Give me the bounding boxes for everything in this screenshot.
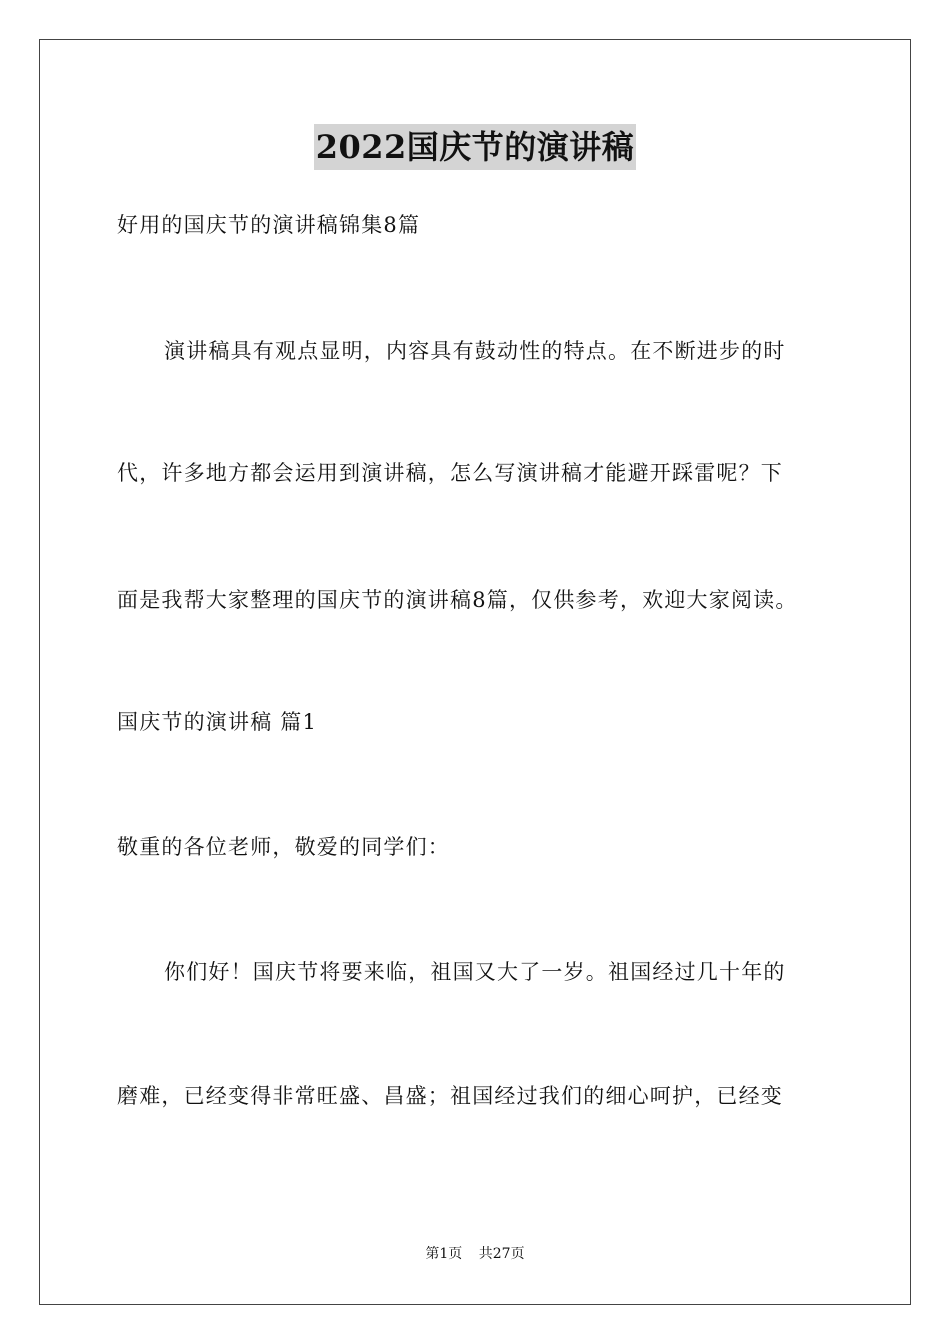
paragraph-line: 代，许多地方都会运用到演讲稿，怎么写演讲稿才能避开踩雷呢？下 [117, 461, 783, 485]
page-number: 第1页 [425, 1246, 463, 1262]
paragraph-line: 你们好！国庆节将要来临，祖国又大了一岁。祖国经过几十年的 [164, 960, 786, 984]
paragraph-line: 面是我帮大家整理的国庆节的演讲稿8篇，仅供参考，欢迎大家阅读。 [117, 588, 798, 612]
page-total: 共27页 [478, 1246, 525, 1262]
section-heading: 国庆节的演讲稿 篇1 [117, 710, 318, 734]
title-container [0, 124, 950, 170]
subtitle-line: 好用的国庆节的演讲稿锦集8篇 [117, 213, 421, 237]
greeting-line: 敬重的各位老师，敬爱的同学们： [117, 835, 450, 859]
paragraph-line: 演讲稿具有观点显明，内容具有鼓动性的特点。在不断进步的时 [164, 339, 786, 363]
paragraph-line: 磨难，已经变得非常旺盛、昌盛；祖国经过我们的细心呵护，已经变 [117, 1084, 783, 1108]
document-title: 2022国庆节的演讲稿 [314, 124, 637, 170]
page-footer [0, 1244, 950, 1264]
